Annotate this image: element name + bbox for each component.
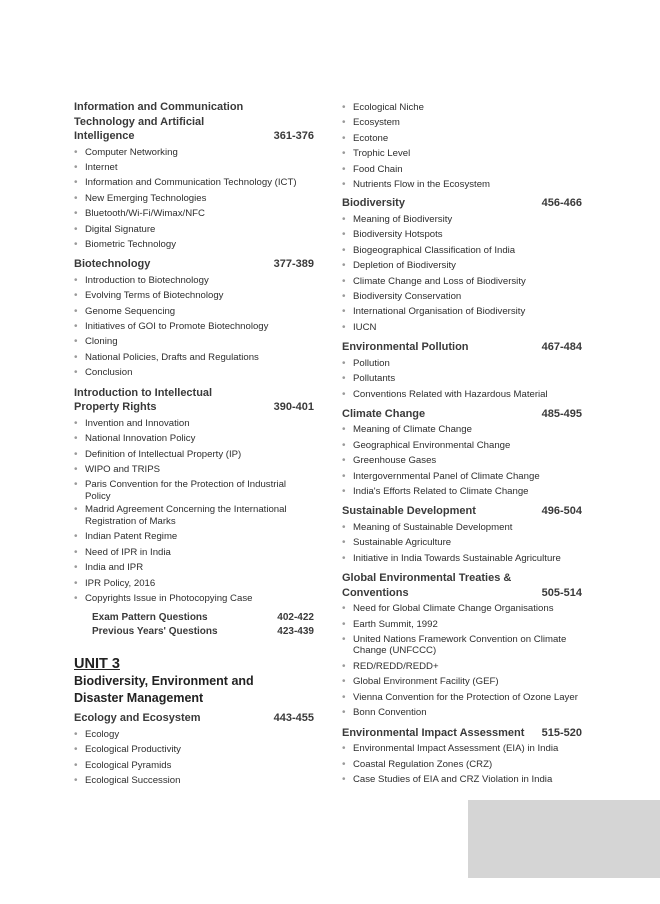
toc-section-ipr: [74, 386, 314, 607]
toc-section-biodiversity: [342, 196, 582, 335]
section-heading: [74, 386, 314, 415]
section-title: Information and Communication Technology and Artificial Intelligence: [74, 101, 244, 142]
list-item: • Case Studies of EIA and CRZ Violation in India: [342, 772, 582, 787]
list-item: • India's Efforts Related to Climate Change: [342, 484, 582, 499]
unit-title: UNIT 3: [74, 656, 120, 673]
list-item: • Ecological Succession: [74, 773, 314, 788]
topic-list: [342, 741, 582, 787]
section-heading: [74, 100, 314, 144]
section-title: Environmental Impact Assessment: [342, 726, 525, 739]
section-pages: 467-484: [541, 341, 582, 354]
section-pages: 361-376: [273, 130, 314, 142]
unit-subtitle-line: Disaster Management: [74, 691, 204, 706]
list-item: • Earth Summit, 1992: [342, 617, 582, 632]
list-item: • Pollution: [342, 356, 582, 371]
list-item: • Definition of Intellectual Property (IP): [74, 447, 314, 462]
list-item: • IPR Policy, 2016: [74, 576, 314, 591]
list-item: • Trophic Level: [342, 146, 582, 161]
section-heading: [342, 407, 582, 422]
list-item: • Meaning of Biodiversity: [342, 212, 582, 227]
toc-section-biotechnology: [74, 257, 314, 380]
list-item: • Genome Sequencing: [74, 304, 314, 319]
section-pages: 505-514: [541, 586, 582, 599]
list-item: • Need of IPR in India: [74, 545, 314, 560]
toc-section-ecology: [74, 711, 314, 788]
list-item: • Pollutants: [342, 371, 582, 386]
topic-list: [74, 416, 314, 607]
list-item: • Need for Global Climate Change Organisations: [342, 601, 582, 616]
list-item: • IUCN: [342, 320, 582, 335]
topic-list: [342, 212, 582, 335]
list-item: • Initiatives of GOI to Promote Biotechnology: [74, 319, 314, 334]
section-pages: 443-455: [273, 712, 314, 725]
list-item: • National Innovation Policy: [74, 431, 314, 446]
list-item: • Biodiversity Hotspots: [342, 227, 582, 242]
list-item: • Greenhouse Gases: [342, 453, 582, 468]
extra-label: Previous Years' Questions: [92, 625, 218, 637]
section-title: Biodiversity: [342, 197, 405, 210]
left-column: [74, 100, 314, 793]
list-item: • Bluetooth/Wi-Fi/Wimax/NFC: [74, 206, 314, 221]
topic-list: [342, 356, 582, 402]
list-item: • Madrid Agreement Concerning the International Registration of Marks: [74, 504, 314, 527]
section-pages: 377-389: [273, 258, 314, 271]
list-item: • Sustainable Agriculture: [342, 535, 582, 550]
list-item: • Meaning of Sustainable Development: [342, 520, 582, 535]
list-item: • Environmental Impact Assessment (EIA) in India: [342, 741, 582, 756]
extra-label: Exam Pattern Questions: [92, 612, 208, 624]
list-item: • Evolving Terms of Biotechnology: [74, 288, 314, 303]
list-item: • Depletion of Biodiversity: [342, 258, 582, 273]
list-item: • Biometric Technology: [74, 237, 314, 252]
section-heading: [74, 257, 314, 272]
topic-list: [342, 422, 582, 499]
list-item: • Invention and Innovation: [74, 416, 314, 431]
right-column: [342, 100, 582, 792]
section-title: Ecology and Ecosystem: [74, 712, 201, 725]
section-heading: [342, 504, 582, 519]
section-title: Environmental Pollution: [342, 341, 469, 354]
list-item: • Ecosystem: [342, 115, 582, 130]
section-pages: 515-520: [541, 726, 582, 739]
section-pages: 485-495: [541, 407, 582, 420]
list-item: • National Policies, Drafts and Regulations: [74, 350, 314, 365]
extra-pages: 423-439: [277, 625, 314, 637]
list-item: • United Nations Framework Convention on Climate Change (UNFCCC): [342, 634, 582, 657]
list-item: • New Emerging Technologies: [74, 191, 314, 206]
section-title: Introduction to Intellectual Property Rights: [74, 386, 213, 414]
topic-list: [342, 601, 582, 721]
list-item: • Cloning: [74, 334, 314, 349]
list-item: • Information and Communication Technology (ICT): [74, 175, 314, 190]
list-item: • Geographical Environmental Change: [342, 438, 582, 453]
topic-list-continued: [342, 100, 582, 192]
section-heading: [342, 726, 582, 741]
list-item: • Ecotone: [342, 131, 582, 146]
list-item: • Internet: [74, 160, 314, 175]
section-heading: [342, 571, 582, 600]
list-item: • Computer Networking: [74, 145, 314, 160]
list-item: • Biogeographical Classification of India: [342, 243, 582, 258]
section-pages: 496-504: [541, 505, 582, 518]
toc-section-eia: [342, 726, 582, 788]
list-item: • Paris Convention for the Protection of Industrial Policy: [74, 479, 314, 502]
section-heading: [74, 711, 314, 726]
list-item: • Intergovernmental Panel of Climate Change: [342, 469, 582, 484]
list-item: • Climate Change and Loss of Biodiversity: [342, 274, 582, 289]
list-item: • Food Chain: [342, 162, 582, 177]
list-item: • Ecological Niche: [342, 100, 582, 115]
section-heading: [342, 340, 582, 355]
list-item: • Meaning of Climate Change: [342, 422, 582, 437]
list-item: • Conclusion: [74, 365, 314, 380]
toc-section-ict: [74, 100, 314, 252]
unit-subtitle-line: Biodiversity, Environment and: [74, 674, 254, 689]
list-item: • Ecology: [74, 727, 314, 742]
list-item: • Conventions Related with Hazardous Material: [342, 387, 582, 402]
list-item: • Digital Signature: [74, 222, 314, 237]
list-item: • Bonn Convention: [342, 705, 582, 720]
section-title: Climate Change: [342, 407, 426, 420]
extra-entry-exam-pattern: [74, 611, 314, 625]
list-item: • Ecological Pyramids: [74, 758, 314, 773]
extra-pages: 402-422: [277, 612, 314, 624]
list-item: • RED/REDD/REDD+: [342, 659, 582, 674]
list-item: • Introduction to Biotechnology: [74, 273, 314, 288]
list-item: • Vienna Convention for the Protection of Ozone Layer: [342, 692, 582, 704]
extra-entry-previous-years: [74, 625, 314, 639]
list-item: • International Organisation of Biodiversity: [342, 304, 582, 319]
list-item: • Biodiversity Conservation: [342, 289, 582, 304]
section-heading: [342, 196, 582, 211]
list-item: • Nutrients Flow in the Ecosystem: [342, 177, 582, 192]
list-item: • Ecological Productivity: [74, 742, 314, 757]
section-pages: 456-466: [541, 197, 582, 210]
list-item: • India and IPR: [74, 560, 314, 575]
toc-section-global-treaties: [342, 571, 582, 721]
topic-list: [74, 273, 314, 381]
list-item: • Coastal Regulation Zones (CRZ): [342, 757, 582, 772]
toc-section-sustainable-development: [342, 504, 582, 566]
section-title: Biotechnology: [74, 258, 151, 271]
toc-section-climate-change: [342, 407, 582, 500]
unit-subtitle: [74, 673, 314, 707]
list-item: • Indian Patent Regime: [74, 529, 314, 544]
toc-section-environmental-pollution: [342, 340, 582, 402]
list-item: • Initiative in India Towards Sustainable Agriculture: [342, 551, 582, 566]
page-corner-tab: [468, 800, 660, 878]
list-item: • Copyrights Issue in Photocopying Case: [74, 591, 314, 606]
list-item: • WIPO and TRIPS: [74, 462, 314, 477]
topic-list: [74, 727, 314, 789]
topic-list: [74, 145, 314, 253]
section-pages: 390-401: [273, 401, 314, 414]
section-title: Global Environmental Treaties & Conventions: [342, 572, 512, 599]
list-item: • Global Environment Facility (GEF): [342, 674, 582, 689]
section-title: Sustainable Development: [342, 505, 476, 518]
topic-list: [342, 520, 582, 566]
extra-entries: [74, 611, 314, 638]
